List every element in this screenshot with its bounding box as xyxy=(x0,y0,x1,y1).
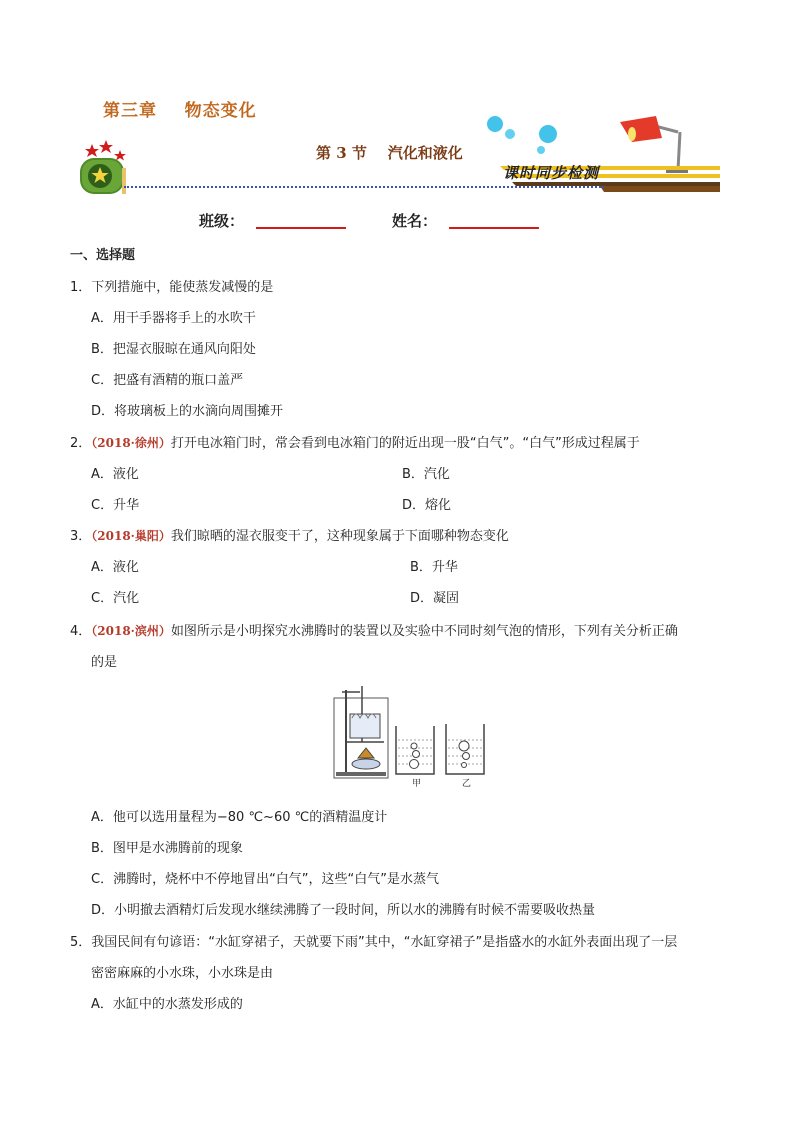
question-4 xyxy=(70,620,678,639)
q3-option-a: A．液化 xyxy=(91,560,139,575)
source-tag: （2018·巢阳） xyxy=(91,529,171,543)
star-icon xyxy=(85,144,99,157)
bubble-icon xyxy=(539,125,557,143)
q4-option-a: A．他可以选用量程为−80 ℃~60 ℃的酒精温度计 xyxy=(91,810,388,825)
question-5 xyxy=(70,931,677,950)
question-3 xyxy=(70,525,509,544)
q2-option-a: A．液化 xyxy=(91,467,139,482)
q2-option-d: D．熔化 xyxy=(402,498,452,513)
q3-option-d: D．凝固 xyxy=(410,591,460,606)
q1-option-a: A．用干手器将手上的水吹干 xyxy=(91,311,256,326)
section-heading: 一、选择题 xyxy=(70,248,136,263)
bubble-icon xyxy=(505,129,515,139)
q4-option-b: B．图甲是水沸腾前的现象 xyxy=(91,841,243,856)
q2-option-b: B．汽化 xyxy=(402,467,450,482)
q4-option-d: D．小明撤去酒精灯后发现水继续沸腾了一段时间，所以水的沸腾有时候不需要吸收热量 xyxy=(91,903,596,918)
question-number: 2． xyxy=(70,436,92,451)
section-title: 第 3 节 汽化和液化 xyxy=(316,144,463,162)
name-label: 姓名： xyxy=(392,212,438,230)
question-2 xyxy=(70,432,640,451)
class-field[interactable] xyxy=(256,227,346,229)
question-5-continued: 密密麻麻的小水珠，小水珠是由 xyxy=(91,966,274,981)
chapter-title: 第三章 物态变化 xyxy=(103,101,257,121)
figure-label-jia: 甲 xyxy=(412,779,422,788)
subtitle-banner: 课时同步检测 xyxy=(503,164,600,182)
boiling-experiment-figure xyxy=(330,684,490,788)
q1-option-d: D．将玻璃板上的水滴向周围摊开 xyxy=(91,404,284,419)
question-text: 如图所示是小明探究水沸腾时的装置以及实验中不同时刻气泡的情形，下列有关分析正确 xyxy=(170,624,678,639)
name-field[interactable] xyxy=(449,227,539,229)
star-icon xyxy=(114,150,126,161)
star-icon xyxy=(99,140,113,153)
q1-option-b: B．把湿衣服晾在通风向阳处 xyxy=(91,342,256,357)
question-text: 打开电冰箱门时，常会看到电冰箱门的附近出现一股“白气”。“白气”形成过程属于 xyxy=(170,436,640,451)
question-text: 下列措施中，能使蒸发减慢的是 xyxy=(91,280,274,295)
question-number: 3． xyxy=(70,529,92,544)
figure-label-yi: 乙 xyxy=(462,779,472,788)
question-text: 我国民间有句谚语：“水缸穿裙子，天就要下雨”其中，“水缸穿裙子”是指盛水的水缸外表面出现了一层 xyxy=(91,935,678,950)
q2-option-c: C．升华 xyxy=(91,498,140,513)
q3-option-b: B．升华 xyxy=(410,560,458,575)
source-tag: （2018·滨州） xyxy=(91,624,171,638)
bubble-icon xyxy=(487,116,503,132)
class-label: 班级： xyxy=(199,212,245,230)
q4-option-c: C．沸腾时，烧杯中不停地冒出“白气”，这些“白气”是水蒸气 xyxy=(91,872,440,887)
beaker-yi xyxy=(446,724,484,774)
bubble-icon xyxy=(537,146,545,154)
question-1 xyxy=(70,276,273,295)
q3-option-c: C．汽化 xyxy=(91,591,140,606)
question-number: 5． xyxy=(70,935,92,950)
question-number: 4． xyxy=(70,624,92,639)
question-text: 我们晾晒的湿衣服变干了，这种现象属于下面哪种物态变化 xyxy=(170,529,509,544)
source-tag: （2018·徐州） xyxy=(91,436,171,450)
q1-option-c: C．把盛有酒精的瓶口盖严 xyxy=(91,373,244,388)
question-4-continued: 的是 xyxy=(91,655,118,670)
iron-stand-apparatus xyxy=(334,686,388,778)
q5-option-a: A．水缸中的水蒸发形成的 xyxy=(91,997,243,1012)
beaker-jia xyxy=(396,726,434,774)
desk-lamp-icon xyxy=(620,116,688,173)
question-number: 1． xyxy=(70,280,92,295)
header-divider xyxy=(124,186,604,188)
